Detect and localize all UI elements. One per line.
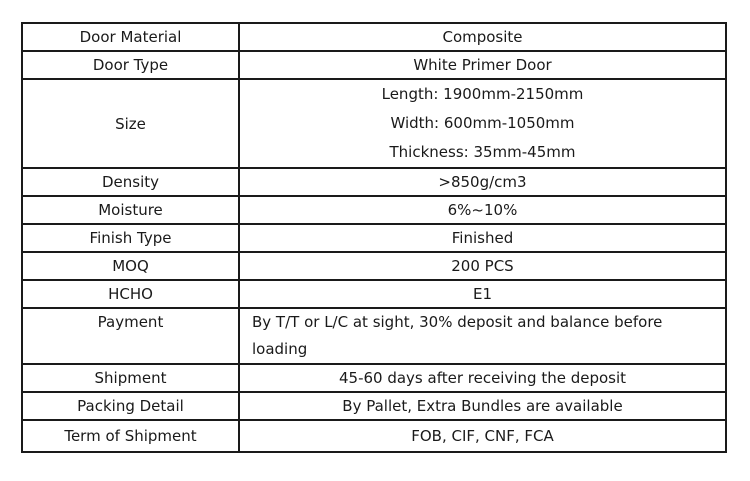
table-row-door-material bbox=[22, 23, 726, 51]
spec-label: Finish Type bbox=[22, 224, 239, 252]
spec-label: MOQ bbox=[22, 252, 239, 280]
spec-value: FOB, CIF, CNF, FCA bbox=[239, 420, 726, 452]
table-row-hcho bbox=[22, 280, 726, 308]
table-row-payment bbox=[22, 308, 726, 364]
size-width: Width: 600mm-1050mm bbox=[390, 114, 575, 132]
spec-value: Composite bbox=[239, 23, 726, 51]
spec-value: White Primer Door bbox=[239, 51, 726, 79]
size-thickness: Thickness: 35mm-45mm bbox=[389, 143, 576, 161]
spec-value: By T/T or L/C at sight, 30% deposit and balance before loading bbox=[239, 308, 726, 364]
spec-label: Packing Detail bbox=[22, 392, 239, 420]
table-row-door-type bbox=[22, 51, 726, 79]
spec-label: Size bbox=[22, 79, 239, 168]
spec-value: 45-60 days after receiving the deposit bbox=[239, 364, 726, 392]
spec-label: HCHO bbox=[22, 280, 239, 308]
table-row-shipment bbox=[22, 364, 726, 392]
spec-value: 6%~10% bbox=[239, 196, 726, 224]
spec-label: Term of Shipment bbox=[22, 420, 239, 452]
table-row-packing-detail bbox=[22, 392, 726, 420]
spec-label: Door Material bbox=[22, 23, 239, 51]
size-length: Length: 1900mm-2150mm bbox=[381, 85, 584, 103]
spec-value bbox=[239, 79, 726, 168]
table-row-density bbox=[22, 168, 726, 196]
table-row-finish-type bbox=[22, 224, 726, 252]
spec-value: 200 PCS bbox=[239, 252, 726, 280]
spec-label: Moisture bbox=[22, 196, 239, 224]
table-row-term-of-shipment bbox=[22, 420, 726, 452]
product-spec-table bbox=[21, 22, 727, 453]
table-row-moq bbox=[22, 252, 726, 280]
spec-value: >850g/cm3 bbox=[239, 168, 726, 196]
spec-value: E1 bbox=[239, 280, 726, 308]
table-row-size bbox=[22, 79, 726, 168]
spec-value: By Pallet, Extra Bundles are available bbox=[239, 392, 726, 420]
spec-label: Door Type bbox=[22, 51, 239, 79]
table-row-moisture bbox=[22, 196, 726, 224]
spec-value: Finished bbox=[239, 224, 726, 252]
spec-label: Shipment bbox=[22, 364, 239, 392]
spec-label: Density bbox=[22, 168, 239, 196]
spec-label: Payment bbox=[22, 308, 239, 364]
